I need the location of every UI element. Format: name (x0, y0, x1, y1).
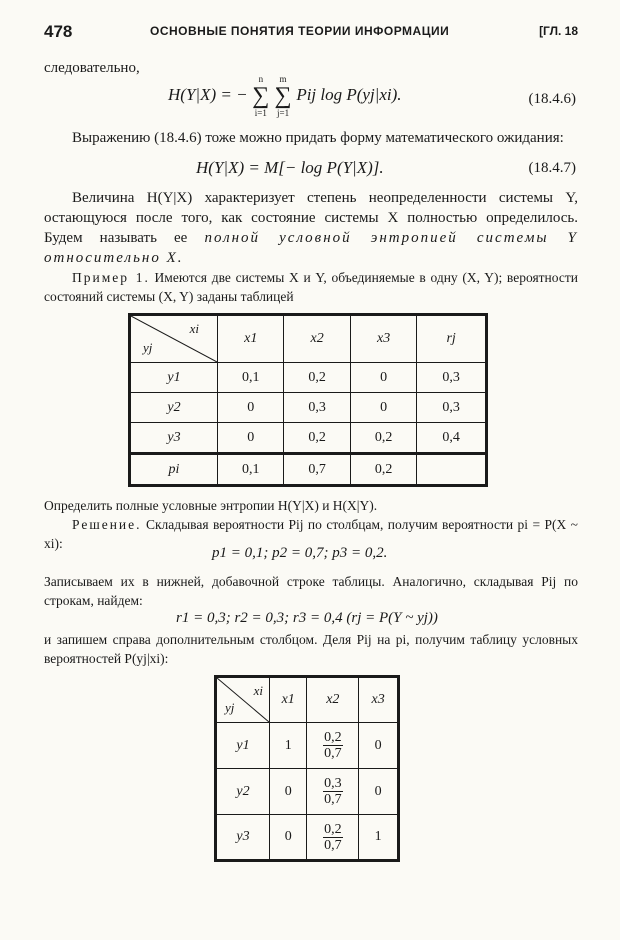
table-row (216, 769, 399, 815)
table-cell: 0 (270, 769, 307, 815)
joint-probability-table (128, 313, 488, 487)
equation-number-18-4-7: (18.4.7) (528, 160, 576, 176)
table-corner-cell: xi yj (216, 677, 270, 723)
column-header: x3 (350, 315, 416, 363)
paragraph-append: и запишем справа дополнительным столбцом. Деля Pij на pi, получим таблицу условных вероятностей P(yj|xi): (44, 632, 578, 666)
eq-rhs: Pij log P(yj|xi). (296, 84, 402, 104)
row-label: y3 (216, 815, 270, 861)
table-row (130, 393, 487, 423)
table-cell: 0,2 (284, 363, 350, 393)
paragraph-example: Пример 1. Имеются две системы X и Y, объединяемые в одну (X, Y); вероятности состояний системы (X, Y) заданы таблицей (44, 270, 578, 304)
table-cell: 0,2 (350, 423, 416, 454)
table-cell-fraction: $\frac{0,3}{0,7}$ (307, 769, 359, 815)
table-row-p (130, 454, 487, 486)
column-header: x2 (284, 315, 350, 363)
row-label: pi (130, 454, 218, 486)
table-row (216, 815, 399, 861)
emphasized-term: полной условной энтропией системы Y относительно X. (44, 230, 578, 266)
table-cell: 0,1 (218, 454, 284, 486)
table-cell: 1 (270, 723, 307, 769)
table-row (130, 423, 487, 454)
column-header: x1 (218, 315, 284, 363)
table-cell: 0,7 (284, 454, 350, 486)
column-header: x3 (359, 677, 399, 723)
equation-18-4-7: H(Y|X) = M[− log P(Y|X)]. (196, 158, 384, 177)
sum-sign-i: ∑ n i=1 (252, 74, 270, 118)
page-number: 478 (44, 22, 73, 41)
table-cell: 0,4 (417, 423, 487, 454)
table-cell: 0,1 (218, 363, 284, 393)
conditional-probability-table (214, 675, 400, 862)
table-cell: 0,3 (284, 393, 350, 423)
equation-r-values: r1 = 0,3; r2 = 0,3; r3 = 0,4 (rj = P(Y ~ yj)) (176, 610, 438, 626)
table-cell (417, 454, 487, 486)
paragraph-write: Записываем их в нижней, добавочной строке таблицы. Аналогично, складывая Pij по строкам, найдем: (44, 574, 578, 608)
table-cell: 0 (270, 815, 307, 861)
row-label: y1 (216, 723, 270, 769)
table-cell-fraction: $\frac{0,2}{0,7}$ (307, 815, 359, 861)
table-header-row (130, 315, 487, 363)
row-label: y3 (130, 423, 218, 454)
row-label: y2 (216, 769, 270, 815)
running-title: ОСНОВНЫЕ ПОНЯТИЯ ТЕОРИИ ИНФОРМАЦИИ (150, 24, 450, 38)
table-header-row (216, 677, 399, 723)
equation-number-18-4-6: (18.4.6) (528, 91, 576, 107)
table-cell: 0 (350, 363, 416, 393)
paragraph-consequently: следовательно, (44, 60, 140, 76)
table-cell: 0 (350, 393, 416, 423)
table-cell: 0,2 (284, 423, 350, 454)
table-cell: 1 (359, 815, 399, 861)
table-corner-cell: xi yj (130, 315, 218, 363)
page-header (44, 22, 578, 42)
table-cell-fraction: $\frac{0,2}{0,7}$ (307, 723, 359, 769)
paragraph-magnitude: Величина H(Y|X) характеризует степень неопределенности системы Y, остающуюся после того, как состояние системы X полностью определилось. Будем называть ее полной условной энтропией системы Y относительно X. (44, 190, 578, 266)
equation-18-4-6 (168, 74, 402, 118)
solution-label: Решение. (72, 517, 142, 532)
table-cell: 0,3 (417, 393, 487, 423)
table-cell: 0 (218, 393, 284, 423)
chapter-label: [ГЛ. 18 (539, 24, 578, 38)
column-header: rj (417, 315, 487, 363)
table-cell: 0 (359, 769, 399, 815)
paragraph-task: Определить полные условные энтропии H(Y|X) и H(X|Y). (44, 498, 378, 513)
table-cell: 0 (218, 423, 284, 454)
eq-lhs: H(Y|X) = − (168, 84, 248, 104)
table-row (216, 723, 399, 769)
table-cell: 0 (359, 723, 399, 769)
table-row (130, 363, 487, 393)
paragraph-expr-intro: Выражению (18.4.6) тоже можно придать форму математического ожидания: (72, 130, 564, 146)
example-label: Пример 1. (72, 270, 150, 285)
table-cell: 0,2 (350, 454, 416, 486)
row-label: y2 (130, 393, 218, 423)
column-header: x2 (307, 677, 359, 723)
row-label: y1 (130, 363, 218, 393)
table-cell: 0,3 (417, 363, 487, 393)
column-header: x1 (270, 677, 307, 723)
sum-sign-j: ∑ m j=1 (274, 74, 292, 118)
equation-p-values: p1 = 0,1; p2 = 0,7; p3 = 0,2. (212, 545, 388, 561)
paragraph-solution: Решение. Складывая вероятности Pij по столбцам, получим вероятности pi = P(X ~ xi): (44, 517, 578, 551)
